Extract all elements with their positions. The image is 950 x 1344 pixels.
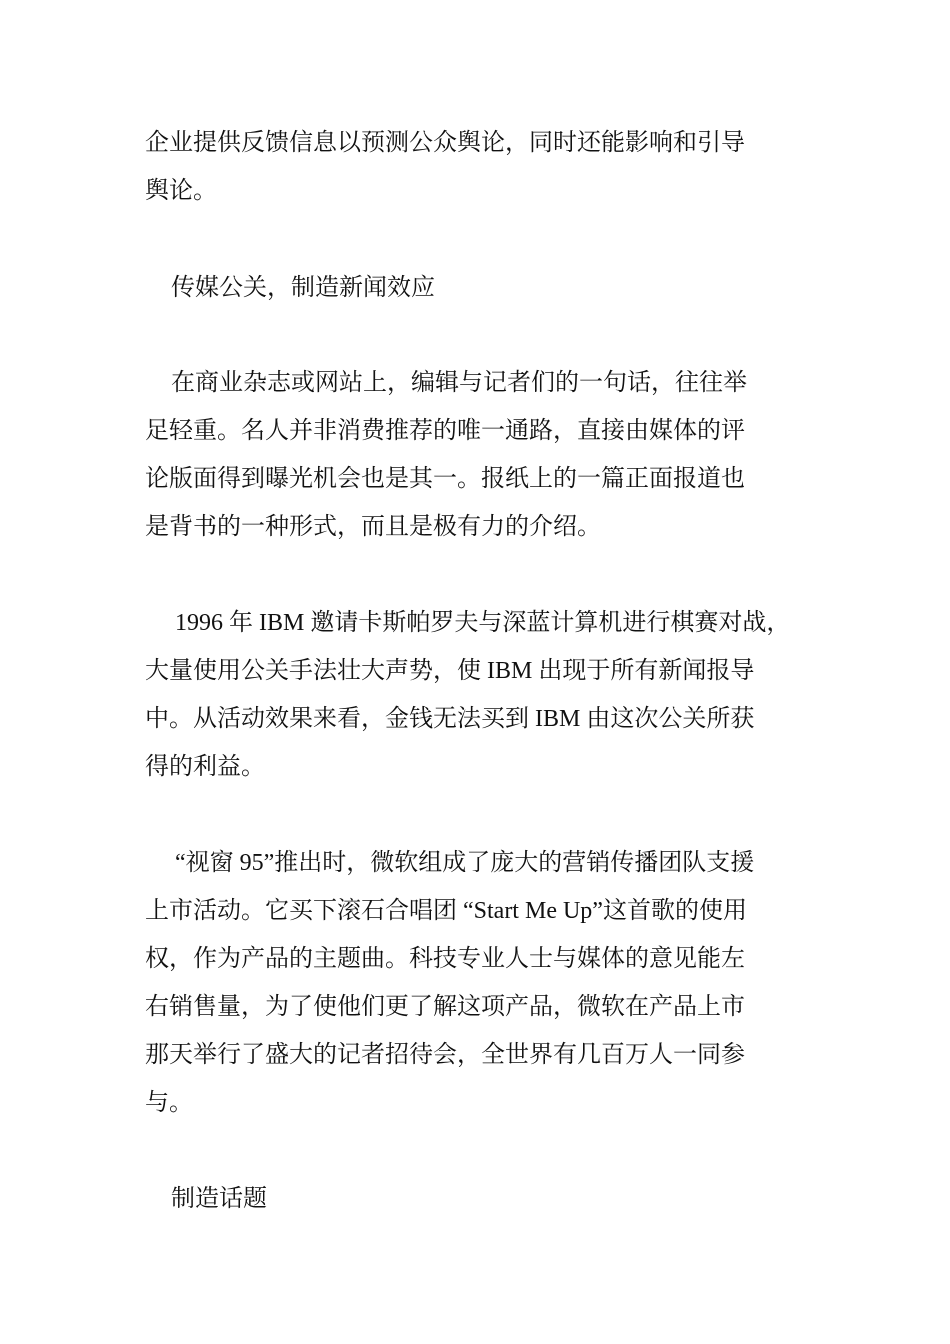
text-line: 大量使用公关手法壮大声势，使 IBM 出现于所有新闻报导 bbox=[145, 658, 755, 684]
heading-text: 传媒公关，制造新闻效应 bbox=[171, 275, 435, 301]
text-line: 上市活动。它买下滚石合唱团 “Start Me Up”这首歌的使用 bbox=[145, 898, 747, 924]
text-line: 在商业杂志或网站上，编辑与记者们的一句话，往往举 bbox=[171, 370, 747, 396]
text-line: 是背书的一种形式，而且是极有力的介绍。 bbox=[145, 514, 601, 540]
heading-text: 制造话题 bbox=[171, 1186, 267, 1212]
paragraph-feedback bbox=[145, 119, 805, 215]
text-line: 得的利益。 bbox=[145, 754, 265, 780]
text-line: 中。从活动效果来看，金钱无法买到 IBM 由这次公关所获 bbox=[145, 706, 755, 732]
paragraph-windows95-example bbox=[145, 839, 805, 1127]
text-line: 企业提供反馈信息以预测公众舆论，同时还能影响和引导 bbox=[145, 130, 745, 156]
section-heading-topics bbox=[145, 1175, 805, 1223]
text-line: 那天举行了盛大的记者招待会，全世界有几百万人一同参 bbox=[145, 1042, 745, 1068]
paragraph-ibm-example bbox=[145, 599, 805, 791]
paragraph-media-influence bbox=[145, 359, 805, 551]
section-heading-media-pr bbox=[145, 264, 805, 312]
text-line: 与。 bbox=[145, 1090, 193, 1116]
text-line: 1996 年 IBM 邀请卡斯帕罗夫与深蓝计算机进行棋赛对战， bbox=[175, 610, 791, 636]
text-line: 足轻重。名人并非消费推荐的唯一通路，直接由媒体的评 bbox=[145, 418, 745, 444]
text-line: “视窗 95”推出时，微软组成了庞大的营销传播团队支援 bbox=[175, 850, 755, 876]
text-line: 权，作为产品的主题曲。科技专业人士与媒体的意见能左 bbox=[145, 946, 745, 972]
text-line: 舆论。 bbox=[145, 178, 217, 204]
text-line: 论版面得到曝光机会也是其一。报纸上的一篇正面报道也 bbox=[145, 466, 745, 492]
text-line: 右销售量，为了使他们更了解这项产品，微软在产品上市 bbox=[145, 994, 745, 1020]
